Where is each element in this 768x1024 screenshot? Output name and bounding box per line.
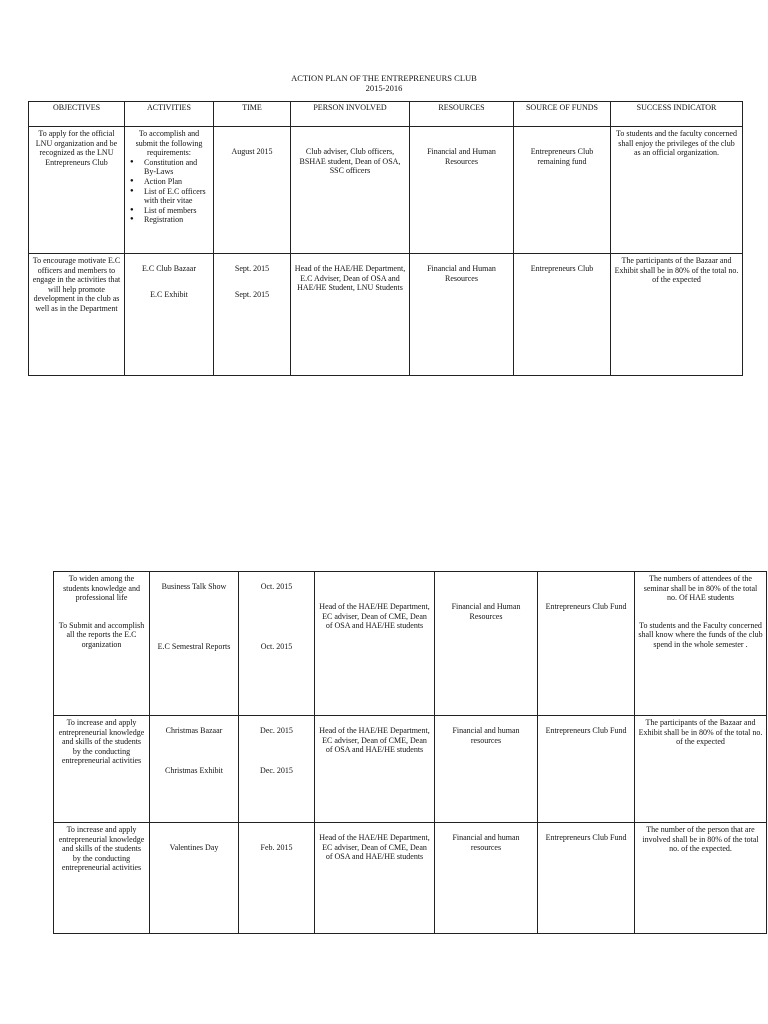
indicator-cell: To students and the faculty concerned shall enjoy the privileges of the club as an official organization. (611, 127, 743, 254)
indicator-b: To students and the Faculty concerned shall know where the funds of the club spend in the whole semester . (638, 620, 763, 649)
objective-a: To widen among the students knowledge and professional life (63, 574, 140, 603)
objective-b: To Submit and accomplish all the reports the E.C organization (58, 620, 145, 649)
table-header-row (29, 102, 743, 127)
funds-value: Entrepreneurs Club remaining fund (530, 147, 594, 166)
person-cell (315, 572, 435, 716)
list-item: ● List of E.C officers with their vitae (128, 187, 210, 206)
person-value: Club adviser, Club officers, BSHAE student, Dean of OSA, SSC officers (299, 147, 401, 176)
table-row (29, 127, 743, 254)
resources-cell (435, 716, 538, 823)
objective-cell (54, 572, 150, 716)
person-value: Head of the HAE/HE Department, EC adviser, Dean of CME, Dean of OSA and HAE/HE students (319, 602, 430, 631)
activity-cell (125, 254, 214, 376)
activity-a: Christmas Bazaar (165, 726, 223, 735)
table-row (54, 823, 767, 934)
objective-cell: To increase and apply entrepreneurial knowledge and skills of the students by the conducting entrepreneurial activities (54, 716, 150, 823)
time-cell (214, 127, 291, 254)
funds-cell (514, 254, 611, 376)
resources-value: Financial and human resources (452, 833, 520, 852)
list-item: ● Registration (128, 215, 210, 225)
person-value: Head of the HAE/HE Department, EC adviser, Dean of CME, Dean of OSA and HAE/HE students (319, 726, 430, 755)
funds-value: Entrepreneurs Club Fund (545, 602, 627, 611)
list-item: ● List of members (128, 206, 210, 216)
activity-intro: To accomplish and submit the following requirements: (135, 129, 203, 158)
resources-cell (435, 823, 538, 934)
time-a: Sept. 2015 (234, 264, 270, 273)
activity-value: Valentines Day (169, 843, 219, 852)
person-cell (291, 127, 410, 254)
indicator-a: The numbers of attendees of the seminar shall be in 80% of the total no. Of HAE students (643, 574, 758, 603)
table-row (54, 572, 767, 716)
activity-cell (150, 823, 239, 934)
header-objectives: OBJECTIVES (29, 102, 125, 127)
time-cell (214, 254, 291, 376)
header-time: TIME (214, 102, 291, 127)
activity-b: Christmas Exhibit (165, 765, 223, 775)
activity-cell (150, 572, 239, 716)
funds-value: Entrepreneurs Club Fund (545, 833, 627, 842)
requirements-list (128, 158, 210, 225)
activity-b: E.C Exhibit (150, 289, 188, 299)
funds-value: Entrepreneurs Club (530, 264, 594, 273)
header-person-involved: PERSON INVOLVED (291, 102, 410, 127)
time-cell (239, 572, 315, 716)
funds-cell (514, 127, 611, 254)
time-a: Dec. 2015 (260, 726, 293, 735)
objective-cell: To increase and apply entrepreneurial knowledge and skills of the students by the conducting entrepreneurial activities (54, 823, 150, 934)
resources-cell (435, 572, 538, 716)
action-plan-table-1 (28, 101, 743, 376)
time-a: Oct. 2015 (260, 582, 293, 591)
header-success-indicator: SUCCESS INDICATOR (611, 102, 743, 127)
person-value: Head of the HAE/HE Department, E.C Adviser, Dean of OSA and HAE/HE Student, LNU Students (294, 264, 406, 293)
activity-b: E.C Semestral Reports (157, 641, 231, 651)
document-year: 2015-2016 (365, 83, 403, 93)
resources-value: Financial and Human Resources (427, 264, 496, 283)
list-item: ● Action Plan (128, 177, 210, 187)
objective-cell: To encourage motivate E.C officers and members to engage in the activities that will help promote development in the club as well as in the Department (29, 254, 125, 376)
resources-value: Financial and Human Resources (451, 602, 521, 621)
resources-cell (410, 254, 514, 376)
action-plan-table-2 (53, 571, 767, 934)
time-cell (239, 823, 315, 934)
resources-value: Financial and human resources (452, 726, 520, 745)
time-value: Feb. 2015 (260, 843, 293, 852)
time-b: Dec. 2015 (260, 765, 293, 775)
table-row (29, 254, 743, 376)
indicator-cell: The number of the person that are involved shall be in 80% of the total no. of the expected. (635, 823, 767, 934)
person-value: Head of the HAE/HE Department, EC adviser, Dean of CME, Dean of OSA and HAE/HE students (319, 833, 430, 862)
time-cell (239, 716, 315, 823)
header-source-of-funds: SOURCE OF FUNDS (514, 102, 611, 127)
person-cell (315, 716, 435, 823)
list-item: ● Constitution and By-Laws (128, 158, 210, 177)
funds-value: Entrepreneurs Club Fund (545, 726, 627, 735)
funds-cell (538, 572, 635, 716)
resources-cell (410, 127, 514, 254)
indicator-cell (635, 572, 767, 716)
person-cell (315, 823, 435, 934)
header-activities: ACTIVITIES (125, 102, 214, 127)
activity-a: E.C Club Bazaar (142, 264, 196, 273)
time-b: Sept. 2015 (234, 289, 270, 299)
activity-cell (150, 716, 239, 823)
time-b: Oct. 2015 (260, 641, 293, 651)
funds-cell (538, 716, 635, 823)
activity-cell (125, 127, 214, 254)
objective-cell: To apply for the official LNU organization and be recognized as the LNU Entrepreneurs Club (29, 127, 125, 254)
table-row (54, 716, 767, 823)
resources-value: Financial and Human Resources (427, 147, 496, 166)
header-resources: RESOURCES (410, 102, 514, 127)
activity-a: Business Talk Show (161, 582, 227, 591)
indicator-cell: The participants of the Bazaar and Exhibit shall be in 80% of the total no. of the expected (635, 716, 767, 823)
document-title: ACTION PLAN OF THE ENTREPRENEURS CLUB (291, 73, 477, 83)
indicator-cell: The participants of the Bazaar and Exhibit shall be in 80% of the total no. of the expected (611, 254, 743, 376)
funds-cell (538, 823, 635, 934)
person-cell (291, 254, 410, 376)
time-value: August 2015 (231, 147, 273, 156)
